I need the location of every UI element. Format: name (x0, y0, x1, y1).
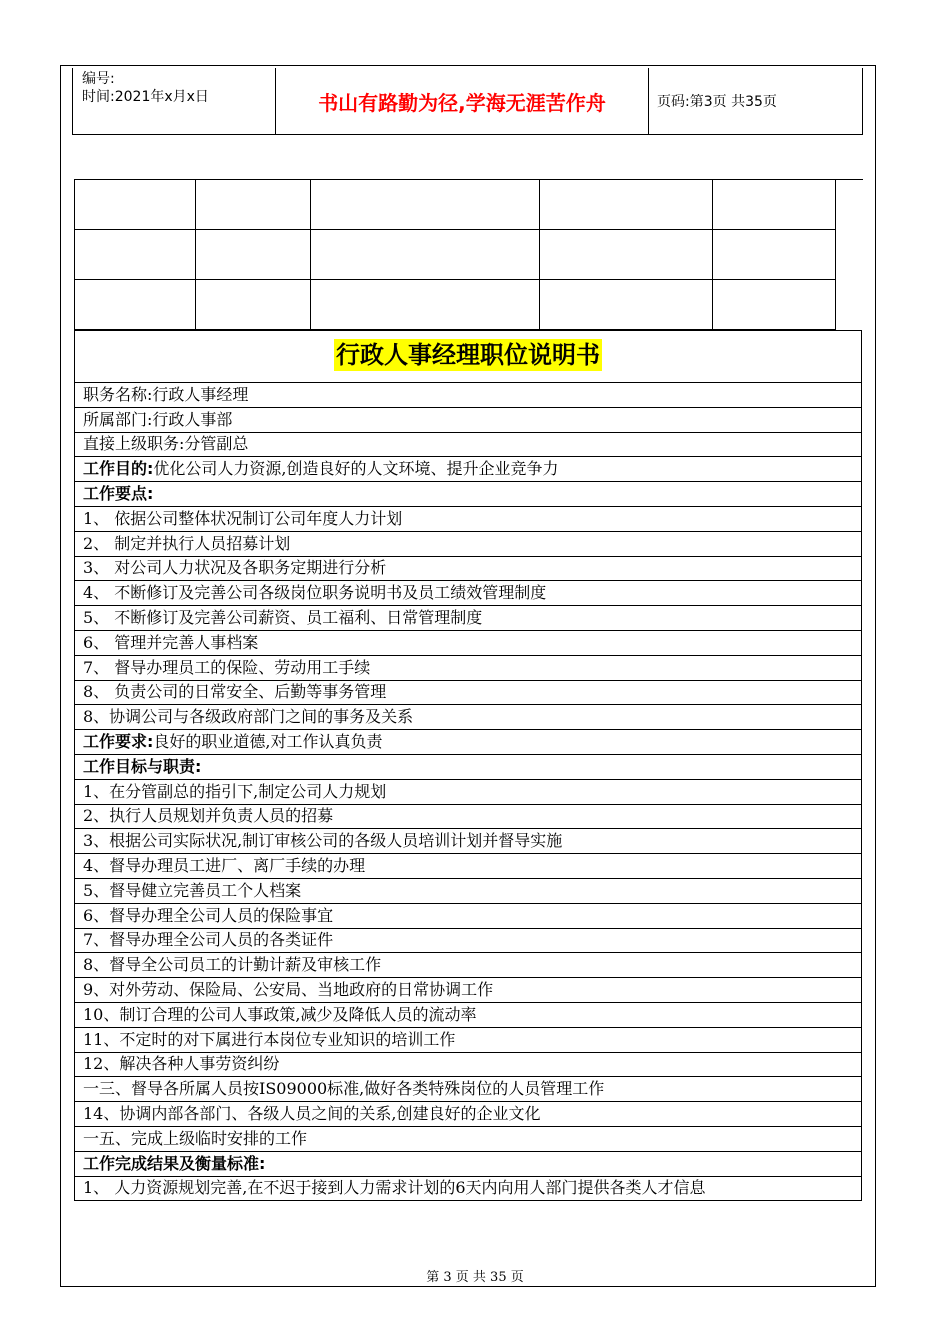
requirements-cell (75, 730, 862, 755)
form-row (75, 878, 862, 903)
duty-item: 4、督导办理员工进厂、离厂手续的办理 (75, 854, 862, 879)
grid-cell (540, 230, 713, 280)
form-row (75, 531, 862, 556)
page-header (72, 68, 863, 135)
form-row (75, 854, 862, 879)
grid-cell (75, 230, 196, 280)
duty-item: 2、执行人员规划并负责人员的招募 (75, 804, 862, 829)
form-row (75, 804, 862, 829)
form-row (75, 953, 862, 978)
time-label: 时间:2021年x月x日 (82, 89, 209, 105)
keypoint-item: 8、 负责公司的日常安全、后勤等事务管理 (75, 680, 862, 705)
form-row (75, 779, 862, 804)
duty-item: 14、协调内部各部门、各级人员之间的关系,创建良好的企业文化 (75, 1102, 862, 1127)
duty-item: 一五、完成上级临时安排的工作 (75, 1126, 862, 1151)
form-row (75, 829, 862, 854)
header-motto: 书山有路勤为径,学海无涯苦作舟 (276, 68, 649, 134)
form-row (75, 482, 862, 507)
duty-item: 3、根据公司实际状况,制订审核公司的各级人员培训计划并督导实施 (75, 829, 862, 854)
grid-cell (713, 180, 836, 230)
empty-grid-table (74, 179, 836, 330)
number-label: 编号: (82, 71, 115, 87)
form-row (75, 556, 862, 581)
form-row (75, 606, 862, 631)
form-row (75, 1002, 862, 1027)
form-row (75, 432, 862, 457)
form-row (75, 1102, 862, 1127)
form-row (75, 903, 862, 928)
grid-cell (713, 280, 836, 330)
results-label: 工作完成结果及衡量标准: (75, 1151, 862, 1176)
grid-row (75, 230, 836, 280)
duty-item: 10、制订合理的公司人事政策,减少及降低人员的流动率 (75, 1002, 862, 1027)
form-row (75, 1077, 862, 1102)
grid-cell (75, 280, 196, 330)
duty-item: 5、督导健立完善员工个人档案 (75, 878, 862, 903)
title-row (75, 331, 862, 383)
duty-item: 1、在分管副总的指引下,制定公司人力规划 (75, 779, 862, 804)
requirements-label: 工作要求: (83, 732, 154, 752)
purpose-cell (75, 457, 862, 482)
grid-cell (75, 180, 196, 230)
duties-label: 工作目标与职责: (75, 754, 862, 779)
keypoint-item: 7、 督导办理员工的保险、劳动用工手续 (75, 655, 862, 680)
page-footer: 第 3 页 共 35 页 (426, 1270, 524, 1285)
grid-cell (311, 230, 540, 280)
form-row (75, 1126, 862, 1151)
form-row (75, 978, 862, 1003)
form-row (75, 928, 862, 953)
grid-cell (540, 180, 713, 230)
grid-row (75, 280, 836, 330)
grid-cell (196, 230, 311, 280)
grid-cell (311, 280, 540, 330)
form-row (75, 730, 862, 755)
form-row (75, 1052, 862, 1077)
duty-item: 11、不定时的对下属进行本岗位专业知识的培训工作 (75, 1027, 862, 1052)
duty-item: 一三、督导各所属人员按IS09000标准,做好各类特殊岗位的人员管理工作 (75, 1077, 862, 1102)
keypoint-item: 1、 依据公司整体状况制订公司年度人力计划 (75, 506, 862, 531)
duty-item: 12、解决各种人事劳资纠纷 (75, 1052, 862, 1077)
header-page-info: 页码:第3页 共35页 (657, 94, 777, 110)
grid-cell (713, 230, 836, 280)
form-row (75, 680, 862, 705)
form-row (75, 705, 862, 730)
keypoint-item: 3、 对公司人力状况及各职务定期进行分析 (75, 556, 862, 581)
grid-cell (540, 280, 713, 330)
header-meta (73, 68, 276, 134)
grid-edge-line (835, 179, 863, 180)
duty-item: 9、对外劳动、保险局、公安局、当地政府的日常协调工作 (75, 978, 862, 1003)
form-row (75, 407, 862, 432)
keypoint-item: 5、 不断修订及完善公司薪资、员工福利、日常管理制度 (75, 606, 862, 631)
duty-item: 7、督导办理全公司人员的各类证件 (75, 928, 862, 953)
form-row (75, 1176, 862, 1201)
grid-cell (196, 280, 311, 330)
department-cell: 所属部门:行政人事部 (75, 407, 862, 432)
keypoint-item: 8、协调公司与各级政府部门之间的事务及关系 (75, 705, 862, 730)
form-row (75, 506, 862, 531)
duty-item: 8、督导全公司员工的计勤计薪及审核工作 (75, 953, 862, 978)
purpose-text: 优化公司人力资源,创造良好的人文环境、提升企业竞争力 (153, 459, 559, 479)
form-row (75, 581, 862, 606)
result-item: 1、 人力资源规划完善,在不迟于接到人力需求计划的6天内向用人部门提供各类人才信息 (75, 1176, 862, 1201)
position-cell: 职务名称:行政人事经理 (75, 383, 862, 408)
form-row (75, 655, 862, 680)
requirements-text: 良好的职业道德,对工作认真负责 (153, 732, 383, 752)
document-title: 行政人事经理职位说明书 (336, 341, 600, 369)
form-row (75, 630, 862, 655)
duty-item: 6、督导办理全公司人员的保险事宜 (75, 903, 862, 928)
grid-row (75, 180, 836, 230)
keypoint-item: 2、 制定并执行人员招募计划 (75, 531, 862, 556)
form-row (75, 754, 862, 779)
supervisor-cell: 直接上级职务:分管副总 (75, 432, 862, 457)
title-cell (75, 331, 862, 383)
job-description-table (74, 330, 862, 1201)
form-row (75, 1027, 862, 1052)
keypoints-label: 工作要点: (75, 482, 862, 507)
purpose-label: 工作目的: (83, 459, 154, 479)
keypoint-item: 4、 不断修订及完善公司各级岗位职务说明书及员工绩效管理制度 (75, 581, 862, 606)
form-row (75, 383, 862, 408)
grid-cell (311, 180, 540, 230)
form-row (75, 457, 862, 482)
grid-cell (196, 180, 311, 230)
keypoint-item: 6、 管理并完善人事档案 (75, 630, 862, 655)
form-row (75, 1151, 862, 1176)
